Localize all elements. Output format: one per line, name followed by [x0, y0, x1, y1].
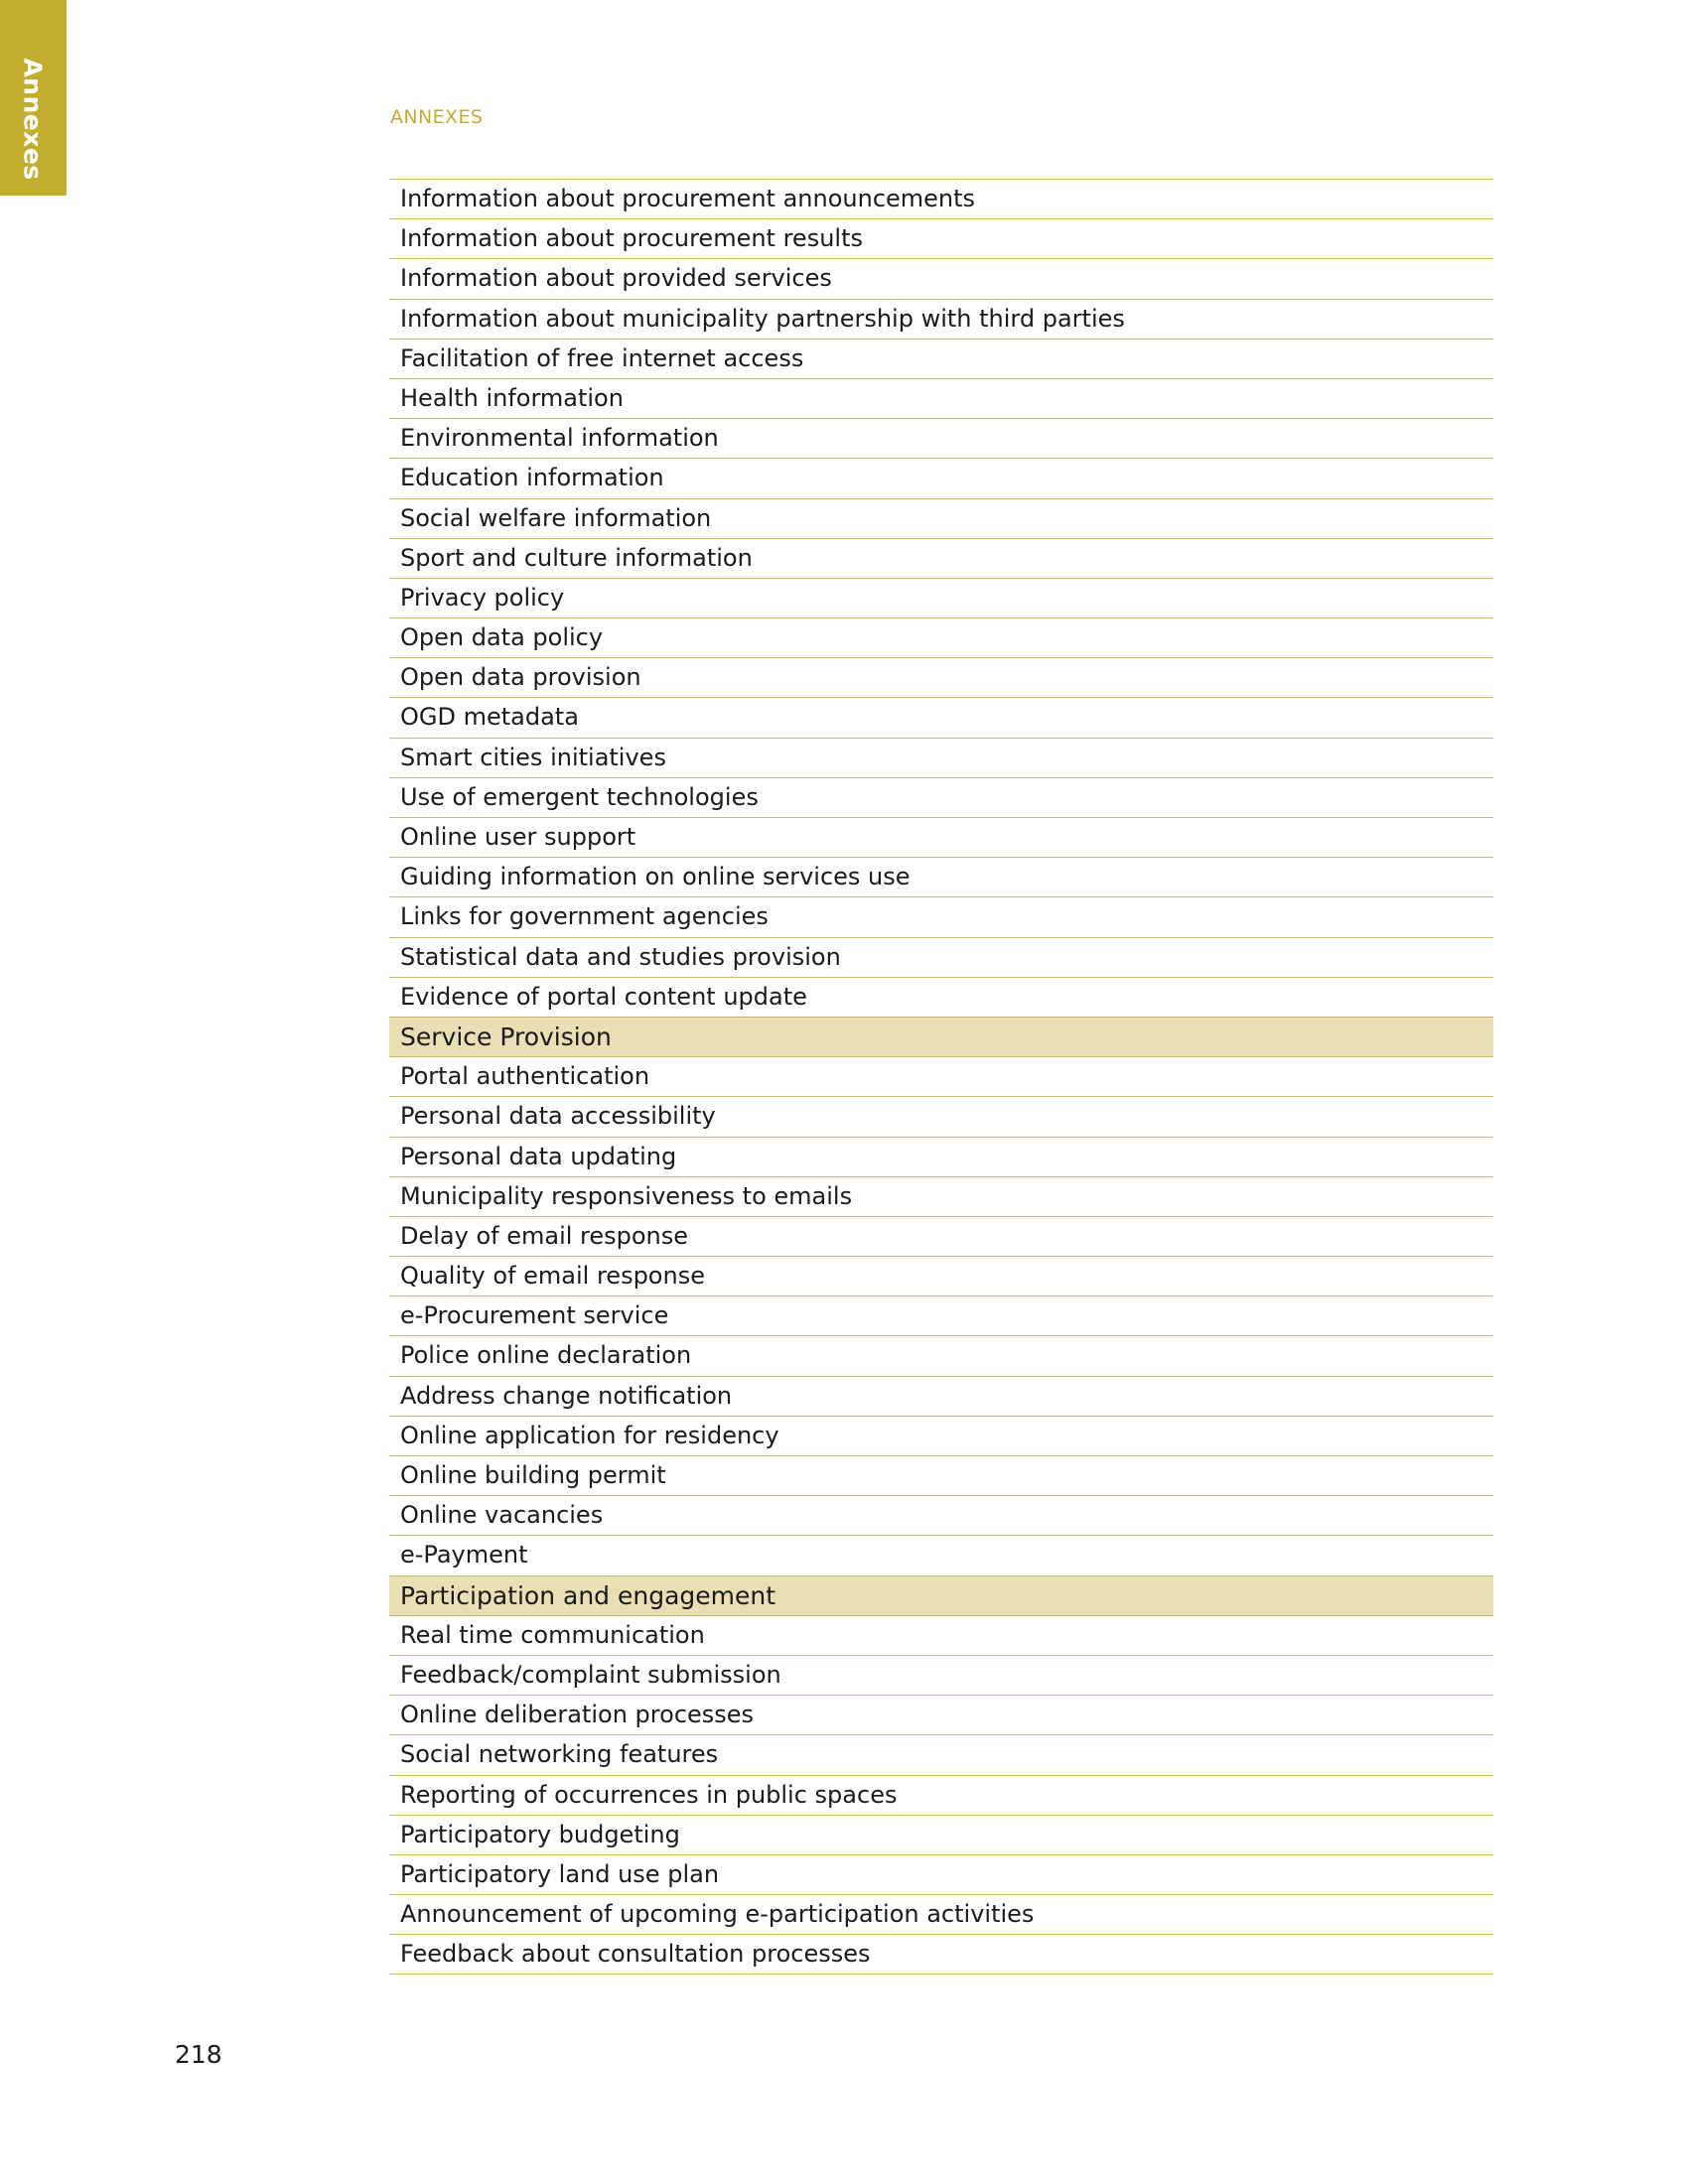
- annexes-side-tab: [0, 0, 67, 196]
- list-item: e-Payment: [389, 1536, 1493, 1575]
- list-item: Address change notification: [389, 1377, 1493, 1417]
- list-item: Health information: [389, 379, 1493, 419]
- side-tab-label: Annexes: [18, 58, 48, 181]
- list-item: Police online declaration: [389, 1336, 1493, 1376]
- list-item: Links for government agencies: [389, 897, 1493, 937]
- list-item: Feedback about consultation processes: [389, 1935, 1493, 1975]
- list-item: Online user support: [389, 818, 1493, 858]
- list-item: Reporting of occurrences in public spaces: [389, 1776, 1493, 1816]
- section-header-row: Service Provision: [389, 1018, 1493, 1057]
- list-item: Facilitation of free internet access: [389, 340, 1493, 379]
- list-item: Delay of email response: [389, 1217, 1493, 1257]
- list-item: Education information: [389, 459, 1493, 498]
- section-header-row: Participation and engagement: [389, 1576, 1493, 1616]
- list-item: Information about provided services: [389, 259, 1493, 299]
- list-item: Statistical data and studies provision: [389, 938, 1493, 978]
- list-item: Municipality responsiveness to emails: [389, 1177, 1493, 1217]
- running-header: ANNEXES: [390, 106, 484, 128]
- list-item: Social networking features: [389, 1735, 1493, 1775]
- list-item: Portal authentication: [389, 1057, 1493, 1097]
- list-item: Participatory land use plan: [389, 1855, 1493, 1895]
- list-item: Use of emergent technologies: [389, 778, 1493, 818]
- list-item: Feedback/complaint submission: [389, 1656, 1493, 1696]
- list-item: Real time communication: [389, 1616, 1493, 1656]
- list-item: Announcement of upcoming e-participation activities: [389, 1895, 1493, 1935]
- list-item: e-Procurement service: [389, 1297, 1493, 1336]
- list-item: Evidence of portal content update: [389, 978, 1493, 1018]
- list-item: Online deliberation processes: [389, 1696, 1493, 1735]
- list-item: Environmental information: [389, 419, 1493, 459]
- list-item: Personal data updating: [389, 1138, 1493, 1177]
- list-item: Open data provision: [389, 658, 1493, 698]
- list-item: Guiding information on online services use: [389, 858, 1493, 897]
- list-item: Privacy policy: [389, 579, 1493, 618]
- list-item: Participatory budgeting: [389, 1816, 1493, 1855]
- list-item: Information about municipality partnership with third parties: [389, 300, 1493, 340]
- list-item: Online vacancies: [389, 1496, 1493, 1536]
- list-item: Information about procurement announcements: [389, 180, 1493, 219]
- page-number: 218: [175, 2040, 222, 2069]
- list-item: Information about procurement results: [389, 219, 1493, 259]
- list-item: Sport and culture information: [389, 539, 1493, 579]
- list-item: Open data policy: [389, 618, 1493, 658]
- list-item: Smart cities initiatives: [389, 739, 1493, 778]
- list-item: Online application for residency: [389, 1417, 1493, 1456]
- list-item: Quality of email response: [389, 1257, 1493, 1297]
- indicator-list: [389, 179, 1493, 1975]
- list-item: OGD metadata: [389, 698, 1493, 738]
- list-item: Online building permit: [389, 1456, 1493, 1496]
- list-item: Personal data accessibility: [389, 1097, 1493, 1137]
- list-item: Social welfare information: [389, 499, 1493, 539]
